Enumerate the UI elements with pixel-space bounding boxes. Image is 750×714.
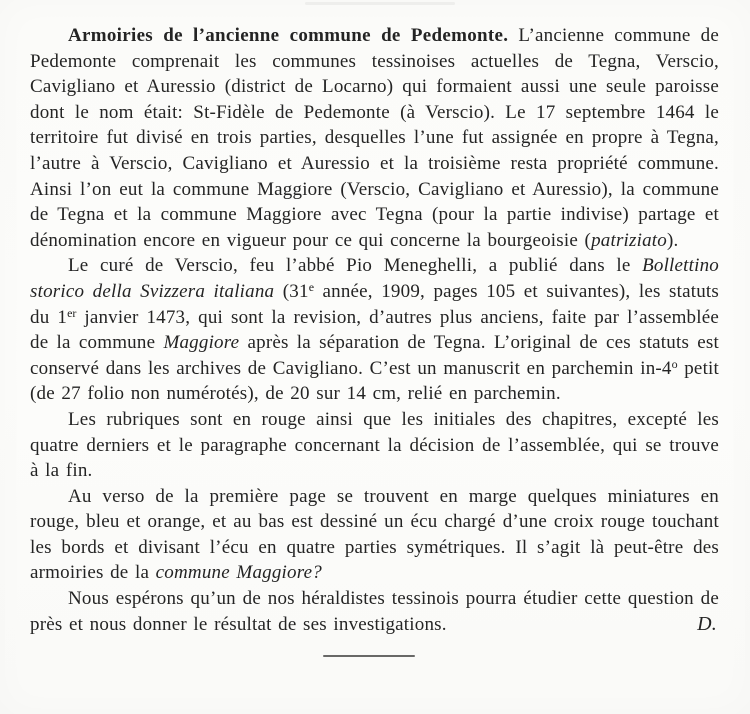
text-segment: commune Maggiore? xyxy=(155,562,322,584)
text-segment: o xyxy=(671,356,678,371)
paragraph-4 xyxy=(30,484,719,586)
article-body xyxy=(30,23,719,637)
paragraph-5 xyxy=(30,586,719,637)
text-segment: ). xyxy=(666,229,679,251)
section-divider xyxy=(323,655,415,657)
text-segment: petit (de 27 folio non numérotés), de 20 sur 14 cm, relié en parchemin. xyxy=(30,357,719,405)
page-top-scan-artifact xyxy=(305,2,455,5)
text-segment: Bollettino storico della Svizzera italiana xyxy=(30,255,719,302)
text-segment: (31 xyxy=(274,280,309,302)
text-segment: Nous espérons qu’un de nos héraldistes tessinois pourra étudier cette question de près et nous donner le résultat de ses investigations. xyxy=(30,588,719,635)
paragraph-3 xyxy=(30,407,719,484)
text-segment: janvier 1473, qui sont la revision, d’autres plus anciens, faite par l’assemblée de la commune xyxy=(30,306,720,354)
text-segment: e xyxy=(308,279,315,294)
author-initial: D. xyxy=(697,612,717,635)
text-segment: patriziato xyxy=(591,229,667,251)
paragraph-2 xyxy=(30,253,719,407)
text-segment: après la séparation de Tegna. L’original de ces statuts est conservé dans les archives de Cavigliano. C’est un manuscrit en parchemin in-4 xyxy=(30,332,719,379)
text-segment: L’ancienne commune de Pedemonte comprenait les communes tessinoises actuelles de Tegna, Verscio, Cavigliano et Auressio (district de Locarno) qui formaient aussi une seule paroisse dont le nom était: St-Fidèle de Pedemonte (à Verscio). Le 17 septembre 1464 le territoire fut divisé en trois parties, desquelles l’une fut assignée en propre à Tegna, l’autre à Verscio, Cavigliano et Auressio et la troisième resta propriété commune. Ainsi l’on eut la commune Maggiore (Verscio, Cavigliano et Auressio), la commune de Tegna et la commune Maggiore avec Tegna (pour la partie indivise) partage et dénomination encore en vigueur pour ce qui concerne la bourgeoisie ( xyxy=(30,25,720,251)
text-segment: Au verso de la première page se trouvent en marge quelques miniatures en rouge, bleu et orange, et au bas est dessiné un écu chargé d’une croix rouge touchant les bords et divisant l’écu en quatre parties symétriques. Il s’agit là peut-être des armoiries de la xyxy=(30,485,719,584)
text-segment: Maggiore xyxy=(163,332,240,354)
text-segment: er xyxy=(67,305,77,320)
text-segment: Armoiries de l’ancienne commune de Pedemonte. xyxy=(68,25,509,46)
text-segment: Le curé de Verscio, feu l’abbé Pio Meneghelli, a publié dans le xyxy=(68,255,643,277)
text-segment: Les rubriques sont en rouge ainsi que les initiales des chapitres, excepté les quatre derniers et le paragraphe concernant la décision de l’assemblée, qui se trouve à la fin. xyxy=(30,408,719,482)
text-segment: année, 1909, pages 105 et suivantes), les statuts du 1 xyxy=(30,280,719,328)
paragraph-1 xyxy=(30,23,719,253)
